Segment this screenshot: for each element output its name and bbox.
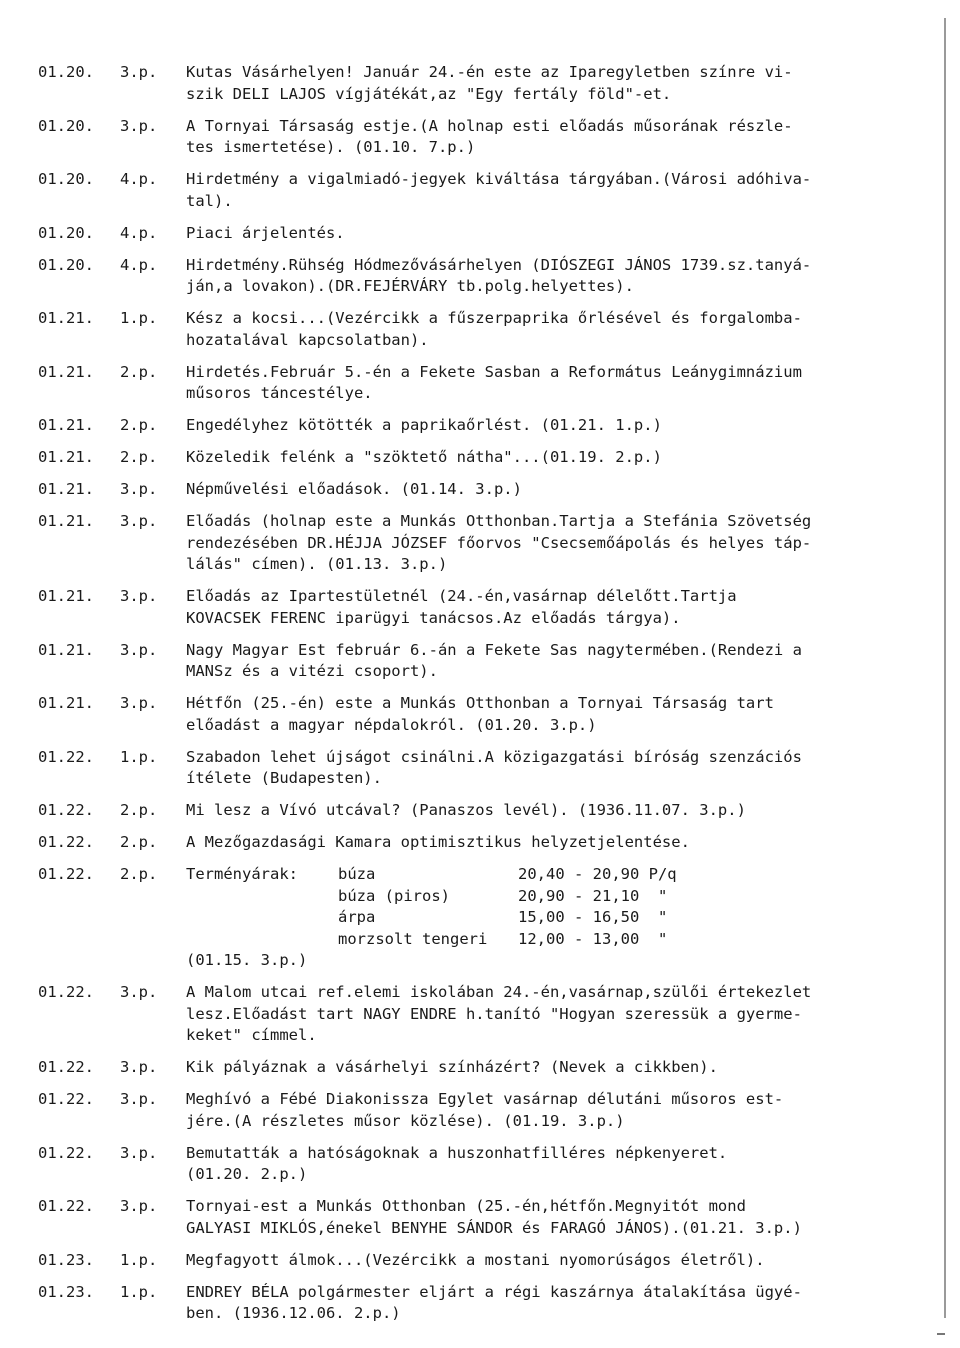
entry-line: KOVACSEK FERENC iparügyi tanácsos.Az előadás tárgya). xyxy=(186,608,681,627)
entry-line: Engedélyhez kötötték a paprikaőrlést. (01.21. 1.p.) xyxy=(186,416,662,434)
index-entry xyxy=(38,511,918,576)
entry-page: 1.p. xyxy=(120,1250,158,1269)
entry-line: Hirdetmény a vigalmiadó-jegyek kiváltása tárgyában.(Városi adóhiva- xyxy=(186,170,812,188)
entry-line: GALYASI MIKLÓS,énekel BENYHE SÁNDOR és FARAGÓ JÁNOS).(01.21. 3.p.) xyxy=(186,1218,802,1237)
entry-line: keket" címmel. xyxy=(186,1026,317,1044)
entry-text xyxy=(186,747,918,790)
index-entry xyxy=(38,116,918,159)
corner-mark xyxy=(937,1333,945,1335)
entry-page: 2.p. xyxy=(120,416,158,434)
entry-line: Hirdetmény.Rühség Hódmezővásárhelyen (DIÓSZEGI JÁNOS 1739.sz.tanyá- xyxy=(186,255,812,274)
entry-text xyxy=(186,362,918,405)
price-label xyxy=(186,907,338,929)
entry-text xyxy=(186,800,918,822)
entry-text xyxy=(186,255,918,298)
index-entry xyxy=(38,308,918,351)
index-entry xyxy=(38,1282,918,1325)
price-label xyxy=(186,929,338,951)
entry-line: A Malom utcai ref.elemi iskolában 24.-én,vasárnap,szülői értekezlet xyxy=(186,983,812,1001)
entry-text xyxy=(186,1196,918,1239)
index-entry xyxy=(38,982,918,1047)
entry-page: 4.p. xyxy=(120,223,158,242)
index-entry xyxy=(38,1143,918,1186)
price-row xyxy=(186,864,918,886)
crop-name: morzsolt tengeri xyxy=(338,929,488,948)
entry-page: 1.p. xyxy=(120,747,158,766)
entry-text xyxy=(186,640,918,683)
index-entry xyxy=(38,62,918,105)
entry-line: A Mezőgazdasági Kamara optimisztikus helyzetjelentése. xyxy=(186,833,690,851)
entry-page: 1.p. xyxy=(120,1282,158,1301)
entry-line: A Tornyai Társaság estje.(A holnap esti előadás műsorának részle- xyxy=(186,116,793,135)
price-row xyxy=(186,886,918,908)
index-entry xyxy=(38,415,918,437)
entry-page: 4.p. xyxy=(120,255,158,274)
entry-text xyxy=(186,1250,918,1272)
entry-text xyxy=(186,864,918,972)
entry-page: 3.p. xyxy=(120,1090,158,1108)
index-entry xyxy=(38,864,918,972)
entry-date: 01.22. xyxy=(38,1058,94,1076)
entry-line: Kik pályáznak a vásárhelyi színházért? (Nevek a cikkben). xyxy=(186,1058,718,1076)
entry-date: 01.22. xyxy=(38,801,94,819)
entry-date: 01.22. xyxy=(38,983,94,1001)
entry-page: 3.p. xyxy=(120,63,158,81)
entry-text xyxy=(186,308,918,351)
entry-line: (01.20. 2.p.) xyxy=(186,1165,308,1183)
entry-line: ítélete (Budapesten). xyxy=(186,769,382,787)
index-entry xyxy=(38,1057,918,1079)
entry-text xyxy=(186,62,918,105)
price-row xyxy=(186,929,918,951)
entry-page: 3.p. xyxy=(120,480,158,498)
crop-name: búza (piros) xyxy=(338,886,450,905)
entry-line: MANSz és a vitézi csoport). xyxy=(186,662,438,680)
index-entry xyxy=(38,362,918,405)
index-entry xyxy=(38,447,918,469)
entry-line: ENDREY BÉLA polgármester eljárt a régi kaszárnya átalakítása ügyé- xyxy=(186,1282,802,1301)
entry-page: 2.p. xyxy=(120,865,158,883)
price-row xyxy=(186,907,918,929)
entry-text xyxy=(186,832,918,854)
entry-page: 3.p. xyxy=(120,983,158,1001)
entry-line: Mi lesz a Vívó utcával? (Panaszos levél). (1936.11.07. 3.p.) xyxy=(186,801,746,819)
entry-list xyxy=(38,62,918,1335)
entry-line: Kutas Vásárhelyen! Január 24.-én este az Iparegyletben színre vi- xyxy=(186,63,793,81)
crop-price: 15,00 - 16,50 " xyxy=(518,908,668,926)
index-entry xyxy=(38,693,918,736)
entry-page: 2.p. xyxy=(120,448,158,466)
entry-date: 01.21. xyxy=(38,694,94,712)
entry-line: Piaci árjelentés. xyxy=(186,223,345,242)
entry-date: 01.22. xyxy=(38,865,94,883)
price-label: Terményárak: xyxy=(186,865,298,883)
entry-line: Közeledik felénk a "szöktető nátha"...(01.19. 2.p.) xyxy=(186,448,662,466)
entry-line: hozatalával kapcsolatban). xyxy=(186,330,429,349)
index-entry xyxy=(38,1089,918,1132)
crop-price: 12,00 - 13,00 " xyxy=(518,929,668,948)
index-entry xyxy=(38,586,918,629)
entry-line: műsoros táncestélye. xyxy=(186,384,373,402)
entry-line: Megfagyott álmok...(Vezércikk a mostani nyomorúságos életről). xyxy=(186,1250,765,1269)
index-entry xyxy=(38,800,918,822)
index-entry xyxy=(38,479,918,501)
crop-price: 20,90 - 21,10 " xyxy=(518,886,668,905)
crop-name: árpa xyxy=(338,908,376,926)
entry-line: Előadás (holnap este a Munkás Otthonban.Tartja a Stefánia Szövetség xyxy=(186,512,812,530)
entry-date: 01.23. xyxy=(38,1282,94,1301)
entry-text xyxy=(186,1282,918,1325)
index-entry xyxy=(38,1196,918,1239)
entry-text xyxy=(186,1057,918,1079)
entry-page: 4.p. xyxy=(120,170,158,188)
price-table xyxy=(186,864,918,972)
entry-text xyxy=(186,223,918,245)
price-label xyxy=(186,886,338,908)
entry-date: 01.21. xyxy=(38,640,94,659)
entry-date: 01.22. xyxy=(38,1090,94,1108)
entry-date: 01.20. xyxy=(38,63,94,81)
crop-price: 20,40 - 20,90 P/q xyxy=(518,865,677,883)
entry-date: 01.21. xyxy=(38,448,94,466)
entry-text xyxy=(186,116,918,159)
entry-text xyxy=(186,415,918,437)
entry-date: 01.21. xyxy=(38,587,94,605)
entry-date: 01.20. xyxy=(38,170,94,188)
margin-rule xyxy=(944,18,946,1318)
entry-page: 1.p. xyxy=(120,309,158,327)
entry-date: 01.20. xyxy=(38,116,94,135)
entry-text xyxy=(186,511,918,576)
entry-page: 2.p. xyxy=(120,362,158,381)
entry-date: 01.21. xyxy=(38,362,94,381)
entry-page: 3.p. xyxy=(120,1197,158,1215)
entry-date: 01.22. xyxy=(38,1143,94,1162)
entry-page: 3.p. xyxy=(120,1058,158,1076)
entry-line: szik DELI LAJOS vígjátékát,az "Egy fertály föld"-et. xyxy=(186,84,672,103)
entry-date: 01.20. xyxy=(38,223,94,242)
entry-line: tes ismertetése). (01.10. 7.p.) xyxy=(186,138,476,156)
entry-date: 01.21. xyxy=(38,309,94,327)
entry-line: Szabadon lehet újságot csinálni.A közigazgatási bíróság szenzációs xyxy=(186,747,802,766)
entry-text xyxy=(186,479,918,501)
entry-line: Kész a kocsi...(Vezércikk a fűszerpaprika őrlésével és forgalomba- xyxy=(186,309,802,327)
entry-date: 01.21. xyxy=(38,480,94,498)
entry-text xyxy=(186,447,918,469)
entry-page: 3.p. xyxy=(120,640,158,659)
entry-text xyxy=(186,1143,918,1186)
entry-line: jére.(A részletes műsor közlése). (01.19. 3.p.) xyxy=(186,1111,625,1130)
entry-page: 2.p. xyxy=(120,833,158,851)
entry-line: Hétfőn (25.-én) este a Munkás Otthonban a Tornyai Társaság tart xyxy=(186,694,774,712)
entry-line: rendezésében DR.HÉJJA JÓZSEF főorvos "Csecsemőápolás és helyes táp- xyxy=(186,533,812,552)
entry-date: 01.22. xyxy=(38,747,94,766)
entry-date: 01.21. xyxy=(38,512,94,530)
crop-name: búza xyxy=(338,865,376,883)
entry-page: 3.p. xyxy=(120,1143,158,1162)
entry-line: lálás" címen). (01.13. 3.p.) xyxy=(186,555,448,573)
entry-date: 01.21. xyxy=(38,416,94,434)
price-reference: (01.15. 3.p.) xyxy=(186,951,308,969)
entry-page: 3.p. xyxy=(120,512,158,530)
entry-date: 01.20. xyxy=(38,255,94,274)
entry-text xyxy=(186,1089,918,1132)
entry-line: Tornyai-est a Munkás Otthonban (25.-én,hétfőn.Megnyitót mond xyxy=(186,1197,746,1215)
index-entry xyxy=(38,832,918,854)
entry-page: 3.p. xyxy=(120,587,158,605)
entry-line: Hirdetés.Február 5.-én a Fekete Sasban a Református Leánygimnázium xyxy=(186,362,802,381)
entry-page: 3.p. xyxy=(120,116,158,135)
index-entry xyxy=(38,747,918,790)
entry-line: ján,a lovakon).(DR.FEJÉRVÁRY tb.polg.helyettes). xyxy=(186,277,634,295)
entry-text xyxy=(186,169,918,212)
index-entry xyxy=(38,640,918,683)
entry-page: 2.p. xyxy=(120,801,158,819)
index-entry xyxy=(38,1250,918,1272)
entry-line: lesz.Előadást tart NAGY ENDRE h.tanító "Hogyan szeressük a gyerme- xyxy=(186,1004,802,1023)
index-entry xyxy=(38,169,918,212)
entry-line: Bemutatták a hatóságoknak a huszonhatfilléres népkenyeret. xyxy=(186,1143,728,1162)
entry-line: előadást a magyar népdalokról. (01.20. 3.p.) xyxy=(186,715,597,734)
entry-text xyxy=(186,586,918,629)
entry-text xyxy=(186,982,918,1047)
entry-line: Népművelési előadások. (01.14. 3.p.) xyxy=(186,480,522,498)
index-entry xyxy=(38,255,918,298)
entry-line: Meghívó a Fébé Diakonissza Egylet vasárnap délutáni műsoros est- xyxy=(186,1090,784,1108)
entry-line: Nagy Magyar Est február 6.-án a Fekete Sas nagytermében.(Rendezi a xyxy=(186,640,802,659)
entry-line: tal). xyxy=(186,191,233,210)
entry-page: 3.p. xyxy=(120,694,158,712)
entry-line: Előadás az Ipartestületnél (24.-én,vasárnap délelőtt.Tartja xyxy=(186,587,737,605)
entry-text xyxy=(186,693,918,736)
entry-date: 01.23. xyxy=(38,1250,94,1269)
entry-date: 01.22. xyxy=(38,1197,94,1215)
entry-line: ben. (1936.12.06. 2.p.) xyxy=(186,1304,401,1322)
index-entry xyxy=(38,223,918,245)
entry-date: 01.22. xyxy=(38,833,94,851)
